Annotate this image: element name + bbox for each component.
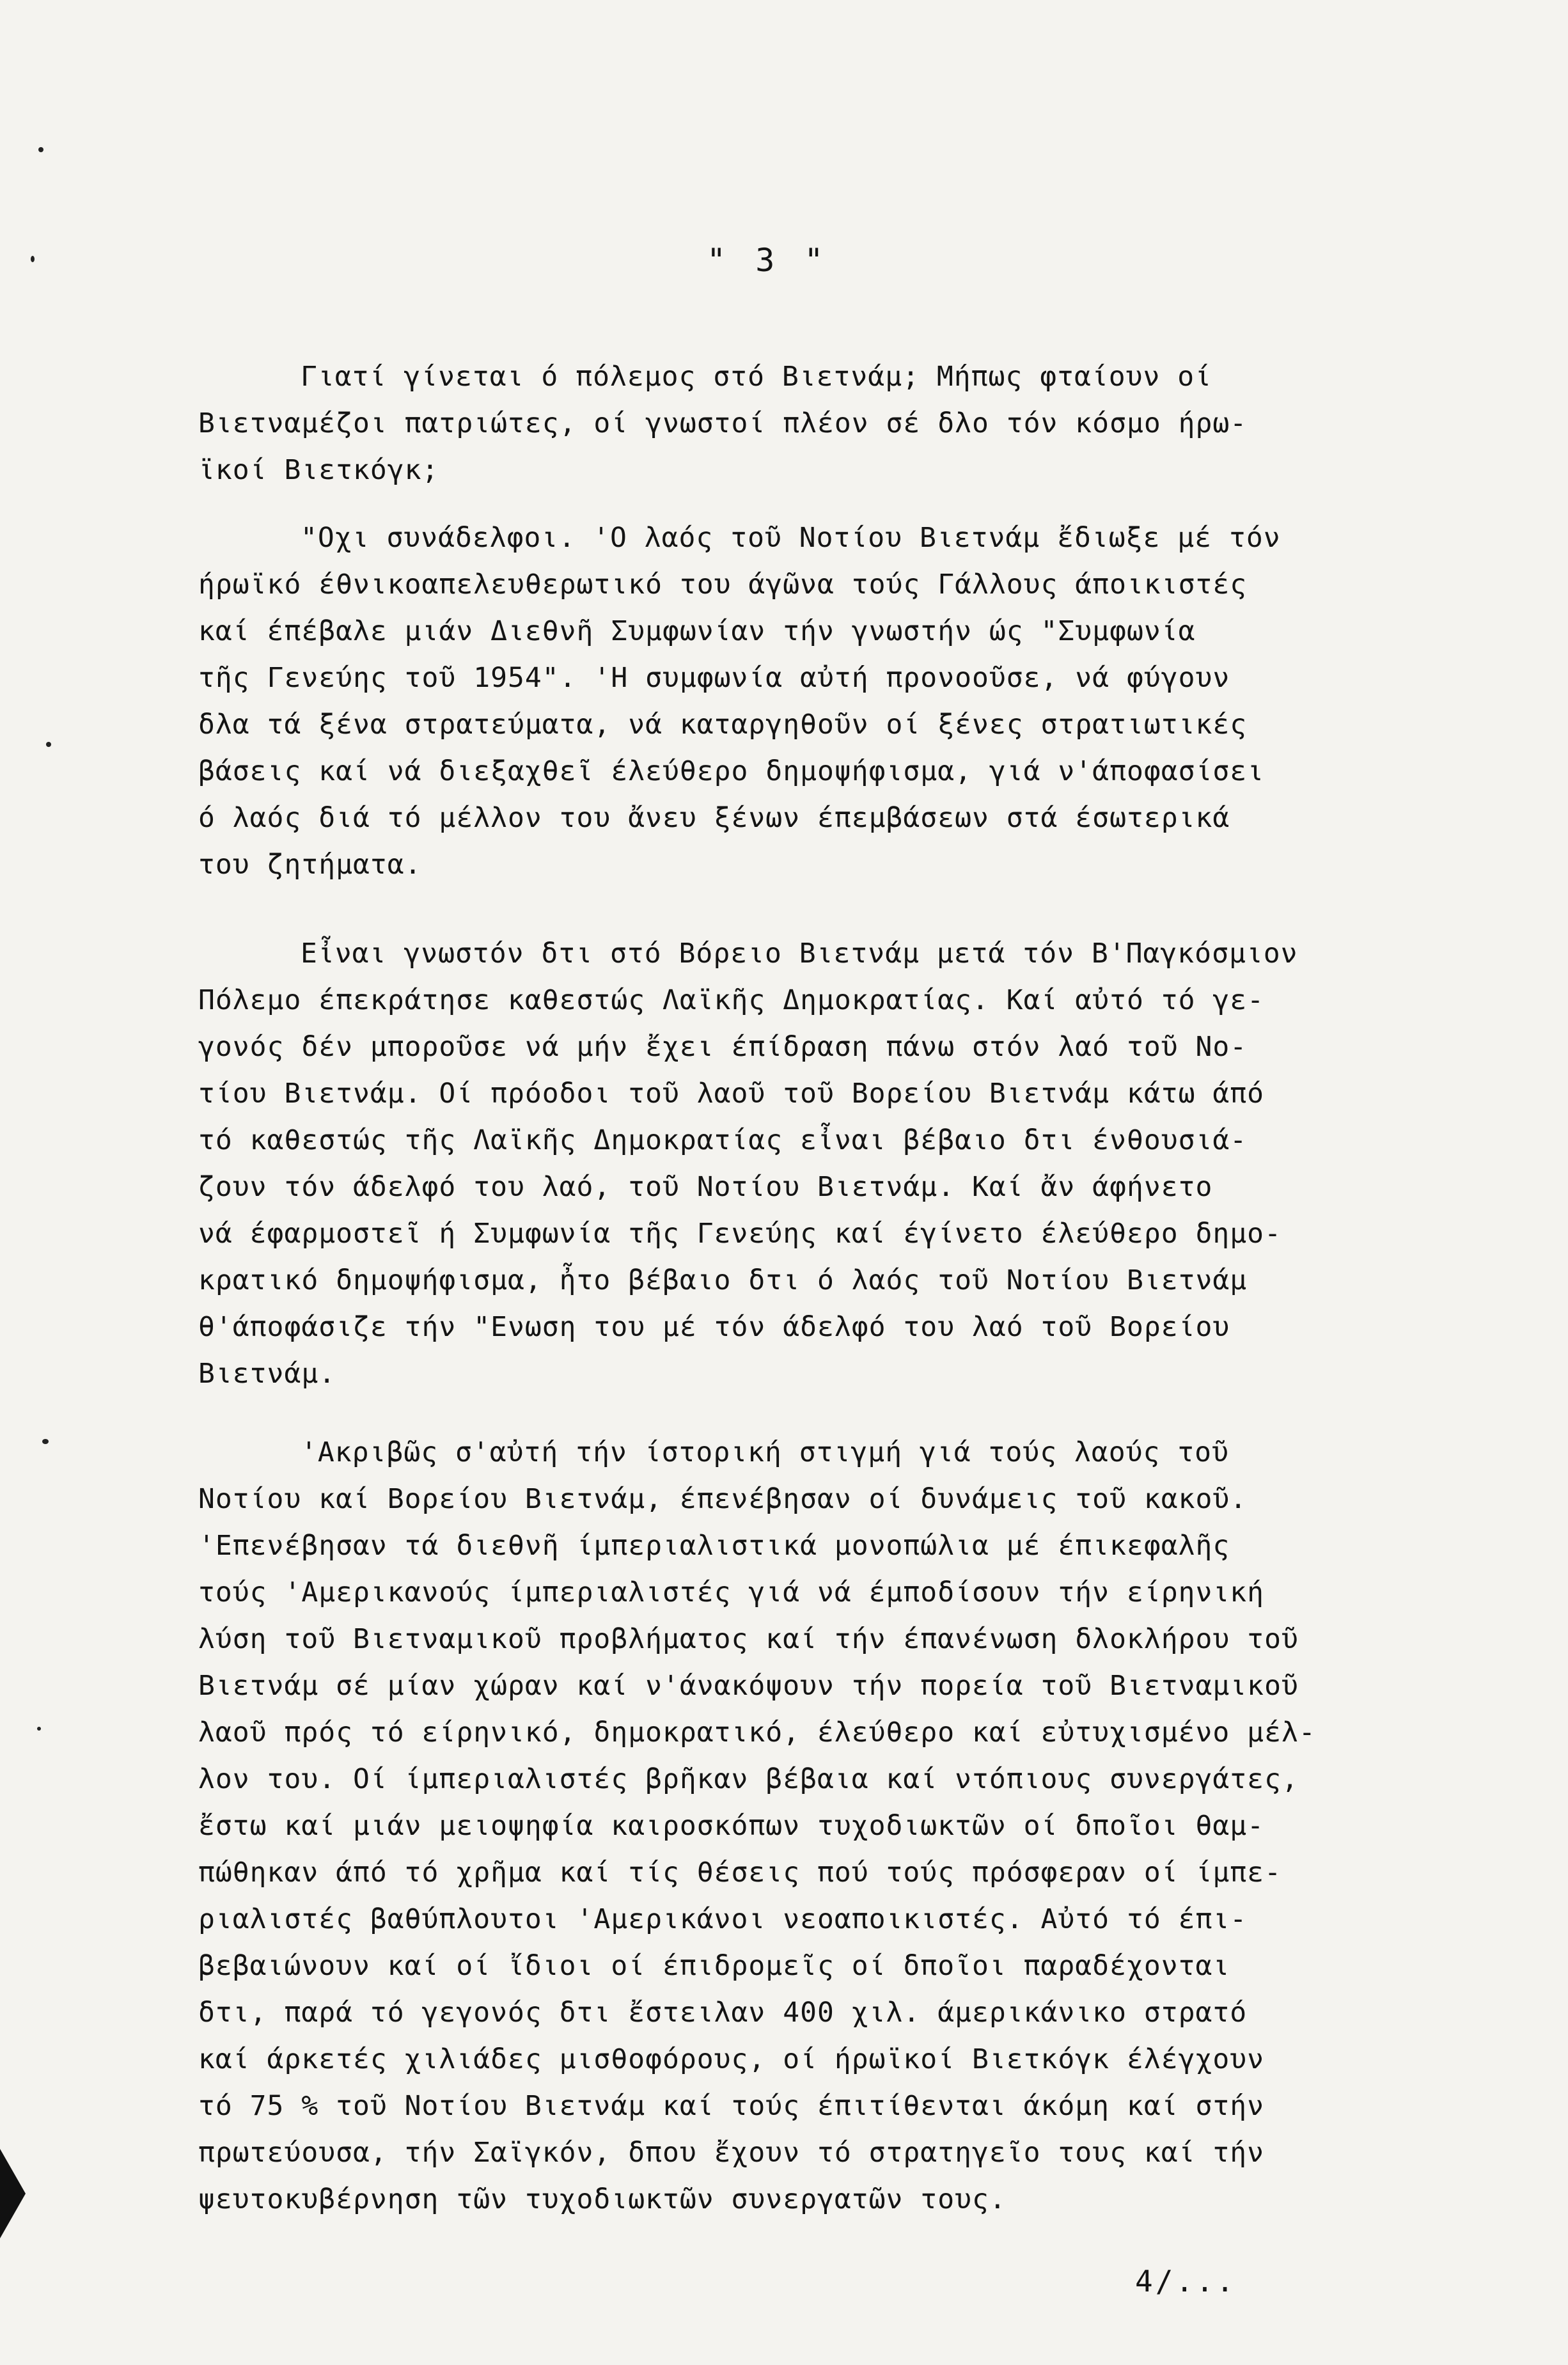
text-line: τίου Βιετνάμ. Οί πρόοδοι τοῦ λαοῦ τοῦ Βορείου Βιετνάμ κάτω άπό [198, 1078, 1265, 1110]
continuation-marker: 4/... [1135, 2264, 1237, 2298]
text-line: δτι, παρά τό γεγονός δτι ἔστειλαν 400 χιλ. άμερικάνικο στρατό [198, 1997, 1248, 2029]
scan-speck [42, 1439, 49, 1444]
text-line: δλα τά ξένα στρατεύματα, νά καταργηθοῦν οί ξένες στρατιωτικές [198, 709, 1248, 741]
text-line: λύση τοῦ Βιετναμικοῦ προβλήματος καί τήν έπανένωση δλοκλήρου τοῦ [198, 1623, 1299, 1655]
text-line: λαοῦ πρός τό είρηνικό, δημοκρατικό, έλεύθερο καί εὐτυχισμένο μέλ- [198, 1717, 1316, 1748]
text-line: Πόλεμο έπεκράτησε καθεστώς Λαϊκῆς Δημοκρατίας. Καί αὐτό τό γε- [198, 984, 1265, 1016]
text-line: πώθηκαν άπό τό χρῆμα καί τίς θέσεις πού τούς πρόσφεραν οί ίμπε- [198, 1857, 1282, 1889]
text-line: Βιετνάμ σέ μίαν χώραν καί ν'άνακόψουν τήν πορεία τοῦ Βιετναμικοῦ [198, 1670, 1299, 1702]
text-line: νά έφαρμοστεῖ ή Συμφωνία τῆς Γενεύης καί έγίνετο έλεύθερο δημο- [198, 1218, 1282, 1250]
text-line: ζουν τόν άδελφό του λαό, τοῦ Νοτίου Βιετνάμ. Καί ἄν άφήνετο [198, 1171, 1213, 1203]
scan-speck [37, 1727, 41, 1731]
text-line: καί έπέβαλε μιάν Διεθνῆ Συμφωνίαν τήν γνωστήν ώς "Συμφωνία [198, 615, 1196, 647]
text-line: Νοτίου καί Βορείου Βιετνάμ, έπενέβησαν οί δυνάμεις τοῦ κακοῦ. [198, 1483, 1248, 1515]
text-line: Γιατί γίνεται ό πόλεμος στό Βιετνάμ; Μήπως φταίουν οί [301, 361, 1212, 393]
paragraph-3 [198, 931, 1442, 1397]
text-line: ήρωϊκό έθνικοαπελευθερωτικό του άγῶνα τούς Γάλλους άποικιστές [198, 569, 1248, 601]
scan-speck [31, 256, 35, 262]
text-line: 'Ακριβῶς σ'αὐτή τήν ίστορική στιγμή γιά τούς λαούς τοῦ [301, 1436, 1229, 1468]
paragraph-4 [198, 1429, 1442, 2223]
text-line: τό καθεστώς τῆς Λαϊκῆς Δημοκρατίας εἶναι βέβαιο δτι ένθουσιά- [198, 1124, 1248, 1156]
text-line: 'Επενέβησαν τά διεθνῆ ίμπεριαλιστικά μονοπώλια μέ έπικεφαλῆς [198, 1530, 1230, 1562]
text-line: βεβαιώνουν καί οί ἴδιοι οί έπιδρομεῖς οί δποῖοι παραδέχονται [198, 1950, 1230, 1982]
page-number: " 3 " [707, 242, 829, 279]
text-line: τῆς Γενεύης τοῦ 1954". 'Η συμφωνία αὐτή προνοοῦσε, νά φύγουν [198, 662, 1230, 694]
text-line: βάσεις καί νά διεξαχθεῖ έλεύθερο δημοψήφισμα, γιά ν'άποφασίσει [198, 755, 1265, 787]
text-line: ό λαός διά τό μέλλον του ἄνευ ξένων έπεμβάσεων στά έσωτερικά [198, 802, 1230, 834]
text-line: κρατικό δημοψήφισμα, ἦτο βέβαιο δτι ό λαός τοῦ Νοτίου Βιετνάμ [198, 1264, 1248, 1296]
scan-speck [38, 147, 43, 152]
text-line: ψευτοκυβέρνηση τῶν τυχοδιωκτῶν συνεργατῶν τους. [198, 2183, 1007, 2215]
text-line: καί άρκετές χιλιάδες μισθοφόρους, οί ήρωϊκοί Βιετκόγκ έλέγχουν [198, 2043, 1265, 2075]
text-line: ϊκοί Βιετκόγκ; [198, 454, 439, 486]
text-line: πρωτεύουσα, τήν Σαϊγκόν, δπου ἔχουν τό στρατηγεῖο τους καί τήν [198, 2137, 1265, 2169]
text-line: του ζητήματα. [198, 849, 422, 881]
text-line: Βιετναμέζοι πατριώτες, οί γνωστοί πλέον σέ δλο τόν κόσμο ήρω- [198, 407, 1248, 439]
text-line: λον του. Οί ίμπεριαλιστές βρῆκαν βέβαια καί ντόπιους συνεργάτες, [198, 1763, 1299, 1795]
margin-mark [0, 2149, 26, 2238]
text-line: Εἶναι γνωστόν δτι στό Βόρειο Βιετνάμ μετά τόν Β'Παγκόσμιον [301, 938, 1298, 970]
paragraph-1 [198, 354, 1442, 494]
text-line: γονός δέν μποροῦσε νά μήν ἔχει έπίδραση πάνω στόν λαό τοῦ Νο- [198, 1031, 1248, 1063]
text-line: "Οχι συνάδελφοι. 'Ο λαός τοῦ Νοτίου Βιετνάμ ἔδιωξε μέ τόν [301, 522, 1281, 554]
text-line: τούς 'Αμερικανούς ίμπεριαλιστές γιά νά έμποδίσουν τήν είρηνική [198, 1576, 1265, 1608]
text-line: ριαλιστές βαθύπλουτοι 'Αμερικάνοι νεοαποικιστές. Αὐτό τό έπι- [198, 1903, 1248, 1935]
scan-speck [46, 742, 51, 747]
text-line: Βιετνάμ. [198, 1358, 336, 1390]
text-line: θ'άποφάσιζε τήν "Ενωση του μέ τόν άδελφό του λαό τοῦ Βορείου [198, 1311, 1230, 1343]
text-line: τό 75 % τοῦ Νοτίου Βιετνάμ καί τούς έπιτίθενται άκόμη καί στήν [198, 2090, 1265, 2122]
paragraph-2 [198, 515, 1442, 888]
text-line: ἔστω καί μιάν μειοψηφία καιροσκόπων τυχοδιωκτῶν οί δποῖοι θαμ- [198, 1810, 1265, 1842]
